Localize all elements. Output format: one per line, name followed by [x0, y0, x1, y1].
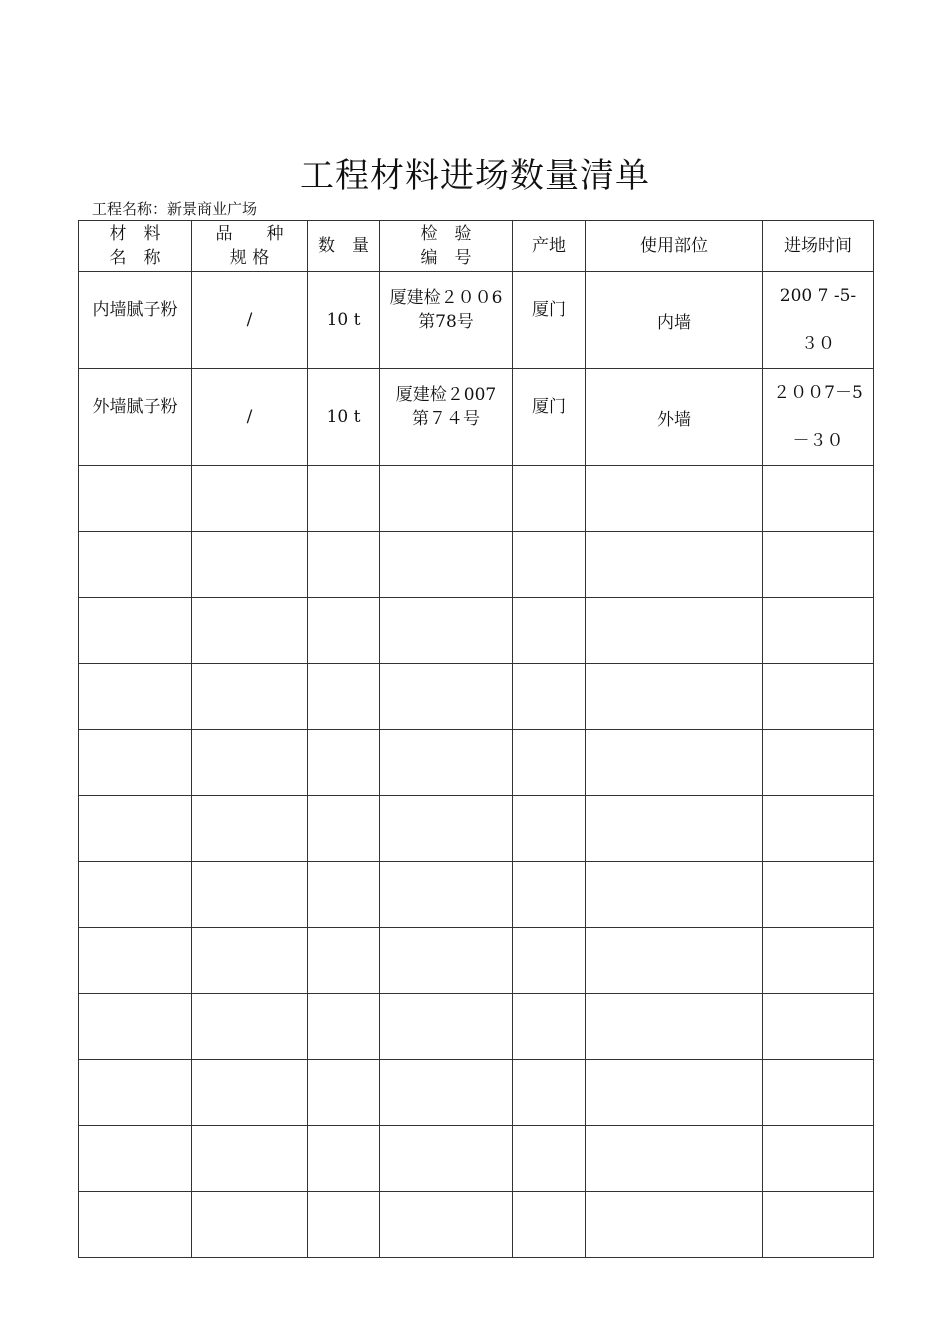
- empty-cell: [380, 1126, 513, 1192]
- project-name: [92, 198, 257, 219]
- table-row: [79, 272, 874, 369]
- empty-cell: [513, 1060, 586, 1126]
- empty-cell: [513, 862, 586, 928]
- empty-table-row: [79, 928, 874, 994]
- cell-origin: 厦门: [513, 272, 586, 369]
- empty-table-row: [79, 664, 874, 730]
- cell-inspection-no: 厦建检２007第７４号: [380, 369, 513, 466]
- empty-cell: [79, 1192, 192, 1258]
- empty-cell: [586, 862, 763, 928]
- empty-cell: [308, 1192, 380, 1258]
- empty-cell: [192, 1126, 308, 1192]
- header-material-name: 材 料 名 称: [79, 221, 192, 272]
- empty-cell: [192, 664, 308, 730]
- project-name-value: 新景商业广场: [167, 200, 258, 218]
- empty-cell: [380, 994, 513, 1060]
- empty-cell: [79, 796, 192, 862]
- empty-cell: [380, 1192, 513, 1258]
- empty-cell: [79, 598, 192, 664]
- empty-table-row: [79, 532, 874, 598]
- empty-cell: [308, 796, 380, 862]
- empty-cell: [192, 862, 308, 928]
- empty-cell: [513, 664, 586, 730]
- cell-location: 外墙: [586, 369, 763, 466]
- empty-cell: [513, 994, 586, 1060]
- empty-cell: [586, 730, 763, 796]
- empty-cell: [763, 994, 874, 1060]
- header-usage-location: 使用部位: [586, 221, 763, 272]
- empty-cell: [586, 598, 763, 664]
- empty-cell: [192, 1060, 308, 1126]
- table-header-row: [79, 221, 874, 272]
- empty-cell: [586, 466, 763, 532]
- empty-cell: [79, 730, 192, 796]
- empty-cell: [308, 994, 380, 1060]
- empty-cell: [763, 664, 874, 730]
- empty-cell: [79, 928, 192, 994]
- empty-cell: [192, 796, 308, 862]
- cell-origin: 厦门: [513, 369, 586, 466]
- cell-spec: /: [192, 272, 308, 369]
- empty-cell: [586, 994, 763, 1060]
- empty-cell: [763, 532, 874, 598]
- empty-cell: [79, 1126, 192, 1192]
- empty-cell: [586, 796, 763, 862]
- materials-table: [78, 220, 874, 1258]
- empty-cell: [586, 928, 763, 994]
- empty-cell: [192, 730, 308, 796]
- empty-cell: [513, 532, 586, 598]
- header-origin: 产地: [513, 221, 586, 272]
- empty-cell: [308, 730, 380, 796]
- cell-material: 外墙腻子粉: [79, 369, 192, 466]
- empty-cell: [308, 466, 380, 532]
- cell-inspection-no: 厦建检２００6第78号: [380, 272, 513, 369]
- empty-table-row: [79, 1126, 874, 1192]
- empty-table-row: [79, 1060, 874, 1126]
- empty-cell: [380, 664, 513, 730]
- empty-cell: [380, 598, 513, 664]
- empty-cell: [763, 862, 874, 928]
- empty-cell: [308, 598, 380, 664]
- cell-material: 内墙腻子粉: [79, 272, 192, 369]
- empty-cell: [380, 862, 513, 928]
- empty-cell: [308, 862, 380, 928]
- empty-cell: [513, 730, 586, 796]
- empty-cell: [308, 1060, 380, 1126]
- empty-cell: [79, 994, 192, 1060]
- empty-cell: [586, 532, 763, 598]
- empty-cell: [586, 664, 763, 730]
- empty-cell: [513, 928, 586, 994]
- empty-cell: [763, 1060, 874, 1126]
- header-spec: 品 种 规 格: [192, 221, 308, 272]
- empty-cell: [192, 532, 308, 598]
- table-row: [79, 369, 874, 466]
- empty-table-row: [79, 862, 874, 928]
- cell-quantity: 10 t: [308, 369, 380, 466]
- empty-cell: [308, 928, 380, 994]
- empty-table-row: [79, 796, 874, 862]
- empty-cell: [192, 466, 308, 532]
- empty-cell: [513, 466, 586, 532]
- cell-date: ２００7－5 －３０: [763, 369, 874, 466]
- empty-table-row: [79, 598, 874, 664]
- empty-cell: [380, 1060, 513, 1126]
- cell-location: 内墙: [586, 272, 763, 369]
- empty-cell: [79, 532, 192, 598]
- empty-cell: [380, 532, 513, 598]
- empty-table-row: [79, 1192, 874, 1258]
- project-name-label: 工程名称：: [92, 200, 168, 218]
- empty-cell: [380, 928, 513, 994]
- empty-cell: [586, 1126, 763, 1192]
- empty-cell: [763, 730, 874, 796]
- empty-table-row: [79, 994, 874, 1060]
- empty-cell: [763, 796, 874, 862]
- empty-table-row: [79, 466, 874, 532]
- empty-cell: [192, 598, 308, 664]
- empty-cell: [513, 1192, 586, 1258]
- empty-cell: [380, 796, 513, 862]
- empty-cell: [763, 1126, 874, 1192]
- cell-date: 200 7 -5- ３０: [763, 272, 874, 369]
- empty-cell: [513, 1126, 586, 1192]
- empty-table-row: [79, 730, 874, 796]
- empty-cell: [79, 664, 192, 730]
- empty-cell: [380, 466, 513, 532]
- cell-quantity: 10 t: [308, 272, 380, 369]
- empty-cell: [380, 730, 513, 796]
- empty-cell: [586, 1060, 763, 1126]
- header-entry-date: 进场时间: [763, 221, 874, 272]
- empty-cell: [192, 1192, 308, 1258]
- empty-cell: [79, 1060, 192, 1126]
- empty-cell: [763, 1192, 874, 1258]
- header-quantity: 数 量: [308, 221, 380, 272]
- empty-cell: [192, 994, 308, 1060]
- empty-cell: [79, 466, 192, 532]
- empty-cell: [586, 1192, 763, 1258]
- empty-cell: [192, 928, 308, 994]
- empty-cell: [308, 532, 380, 598]
- empty-cell: [763, 466, 874, 532]
- empty-cell: [513, 598, 586, 664]
- empty-cell: [763, 598, 874, 664]
- empty-cell: [513, 796, 586, 862]
- document-title: 工程材料进场数量清单: [300, 156, 650, 196]
- cell-spec: /: [192, 369, 308, 466]
- header-inspection-no: 检 验 编 号: [380, 221, 513, 272]
- empty-cell: [763, 928, 874, 994]
- empty-cell: [308, 1126, 380, 1192]
- empty-cell: [79, 862, 192, 928]
- empty-cell: [308, 664, 380, 730]
